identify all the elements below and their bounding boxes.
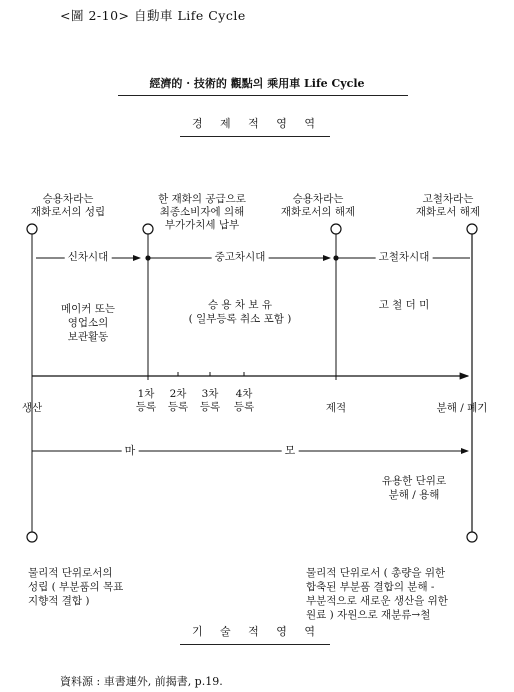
economic-domain-banner: 경 제 적 영 역 bbox=[191, 117, 323, 130]
bottom-left-note: 물리적 단위로서의 성립 ( 부분품의 목표 지향적 결합 ) bbox=[28, 567, 124, 607]
reuse-note: 유용한 단위로 분해 / 용해 bbox=[381, 475, 447, 501]
bottom-right-note: 물리적 단위로서 ( 총량을 위한 합축된 부분품 결합의 분해 - 부분적으로 새로운 생산을 위한 원료 ) 자원으로 재분류→철 bbox=[306, 567, 448, 621]
source-note: 資料源 : 車書連外, 前揭書, p.19. bbox=[60, 675, 223, 688]
circle-production-top bbox=[27, 224, 37, 234]
axis-registration-3: 3차 등록 bbox=[199, 388, 221, 413]
box-scrap-pile: 고 철 더 미 bbox=[378, 299, 430, 311]
era-new-car: 신차시대 bbox=[65, 252, 112, 263]
era-junction-dot bbox=[145, 255, 150, 260]
circle-first-registration-top bbox=[143, 224, 153, 234]
axis-registration-1: 1차 등록 bbox=[135, 388, 157, 413]
label-good-established: 승용차라는 재화로서의 성립 bbox=[30, 193, 106, 218]
era-used-car: 중고차시대 bbox=[212, 252, 269, 263]
diagram-title: 經濟的 · 技術的 觀點의 乘用車 Life Cycle bbox=[149, 77, 365, 90]
label-scrap-dissolved: 고철차라는 재화로서 해제 bbox=[415, 193, 481, 218]
technical-banner-underline bbox=[180, 644, 330, 645]
wear-label-mo: 모 bbox=[282, 445, 299, 456]
axis-production: 생산 bbox=[21, 402, 43, 414]
label-good-dissolved: 승용차라는 재화로서의 해제 bbox=[280, 193, 356, 218]
wear-label-ma: 마 bbox=[122, 445, 139, 456]
technical-domain-banner: 기 술 적 영 역 bbox=[191, 625, 323, 638]
era-scrap-car: 고철차시대 bbox=[376, 252, 433, 263]
axis-registration-4: 4차 등록 bbox=[233, 388, 255, 413]
label-vat-payment: 한 재화의 공급으로 최종소비자에 의해 부가가치세 납부 bbox=[158, 193, 246, 231]
era-junction-dot-2 bbox=[333, 255, 338, 260]
axis-deregistration: 제적 bbox=[325, 402, 347, 414]
axis-registration-2: 2차 등록 bbox=[167, 388, 189, 413]
box-maker-storage: 메이커 또는 영업소의 보관활동 bbox=[60, 303, 116, 343]
circle-deregistration-top bbox=[331, 224, 341, 234]
figure-title: <圖 2-10> 自動車 Life Cycle bbox=[60, 8, 246, 23]
circle-disposal-bottom bbox=[467, 532, 477, 542]
circle-disposal-top bbox=[467, 224, 477, 234]
circle-production-bottom bbox=[27, 532, 37, 542]
axis-disposal: 분해 / 폐기 bbox=[436, 402, 488, 414]
box-car-ownership: 승 용 차 보 유 ( 일부등록 취소 포함 ) bbox=[188, 299, 292, 325]
